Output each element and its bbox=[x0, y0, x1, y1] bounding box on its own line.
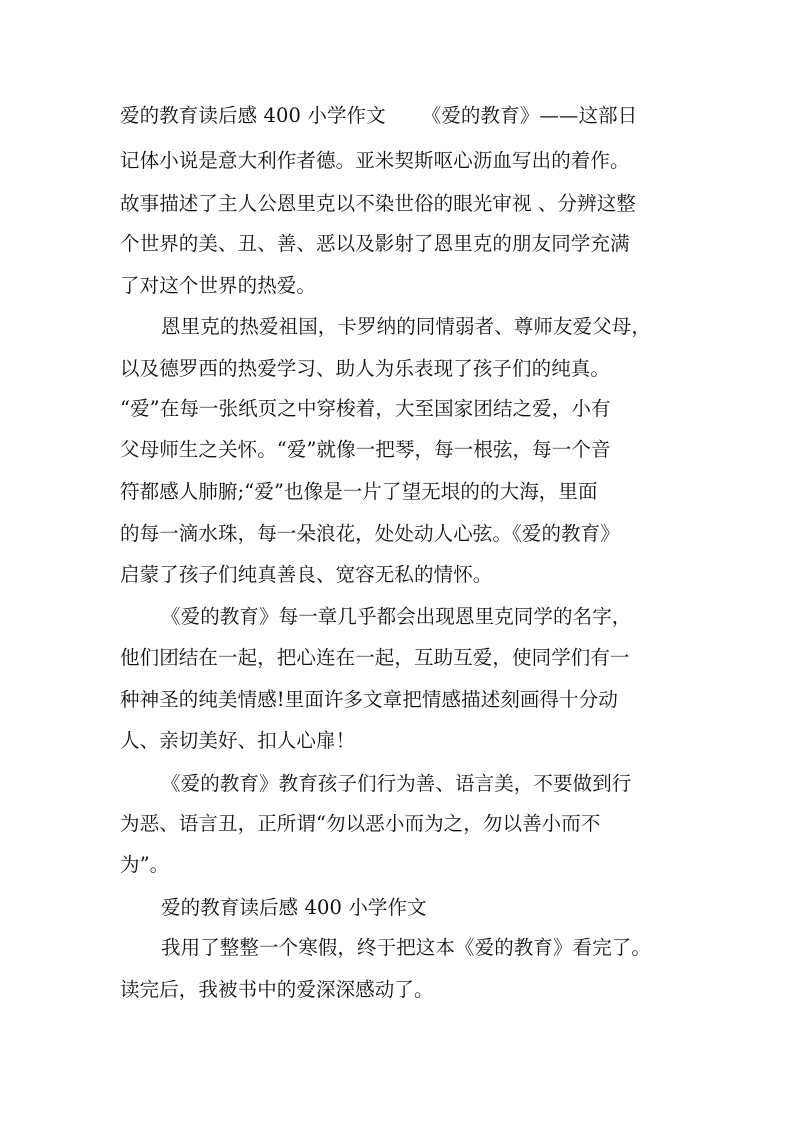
text-line-18: 为恶、语言丑，正所谓“勿以恶小而为之，勿以善小而不 bbox=[120, 812, 601, 835]
text-line-16: 人、亲切美好、扣人心扉！ bbox=[120, 729, 356, 752]
text-line-8: “爱”在每一张纸页之中穿梭着，大至国家团结之爱，小有 bbox=[120, 397, 611, 420]
article-title-repeat: 爱的教育读后感 400 小学作文 bbox=[161, 896, 427, 919]
text-line-12: 启蒙了孩子们纯真善良、宽容无私的情怀。 bbox=[120, 563, 493, 586]
article-intro: 《爱的教育》——这部日 bbox=[421, 104, 638, 127]
text-line-3: 故事描述了主人公恩里克以不染世俗的眼光审视 、分辨这整 bbox=[120, 192, 636, 215]
text-line-2: 记体小说是意大利作者德。亚米契斯呕心沥血写出的着作。 bbox=[120, 149, 630, 172]
text-line-20: 我用了整整一个寒假，终于把这本《爱的教育》看完了。 bbox=[161, 936, 652, 959]
text-line-1 bbox=[120, 104, 695, 128]
text-line-5: 了对这个世界的热爱。 bbox=[120, 274, 317, 297]
text-line-11: 的每一滴水珠，每一朵浪花，处处动人心弦。《爱的教育》 bbox=[120, 522, 620, 545]
text-line-9: 父母师生之关怀。“爱”就像一把琴，每一根弦，每一个音 bbox=[120, 438, 611, 461]
text-line-21: 读完后，我被书中的爱深深感动了。 bbox=[120, 978, 434, 1001]
text-line-19: 为”。 bbox=[120, 853, 170, 876]
text-line-10: 符都感人肺腑;“爱”也像是一片了望无垠的的大海，里面 bbox=[120, 480, 598, 503]
text-line-6: 恩里克的热爱祖国，卡罗纳的同情弱者、尊师友爱父母， bbox=[161, 315, 652, 338]
article-title: 爱的教育读后感 400 小学作文 bbox=[120, 104, 386, 127]
text-line-7: 以及德罗西的热爱学习、助人为乐表现了孩子们的纯真。 bbox=[120, 357, 611, 380]
text-line-15: 种神圣的纯美情感!里面许多文章把情感描述刻画得十分动 bbox=[120, 688, 618, 711]
text-line-4: 个世界的美、丑、善、恶以及影射了恩里克的朋友同学充满 bbox=[120, 232, 630, 255]
text-line-17: 《爱的教育》教育孩子们行为善、语言美，不要做到行 bbox=[161, 772, 632, 795]
text-line-13: 《爱的教育》每一章几乎都会出现恩里克同学的名字， bbox=[161, 605, 632, 628]
text-line-14: 他们团结在一起，把心连在一起，互助互爱，使同学们有一 bbox=[120, 646, 630, 669]
